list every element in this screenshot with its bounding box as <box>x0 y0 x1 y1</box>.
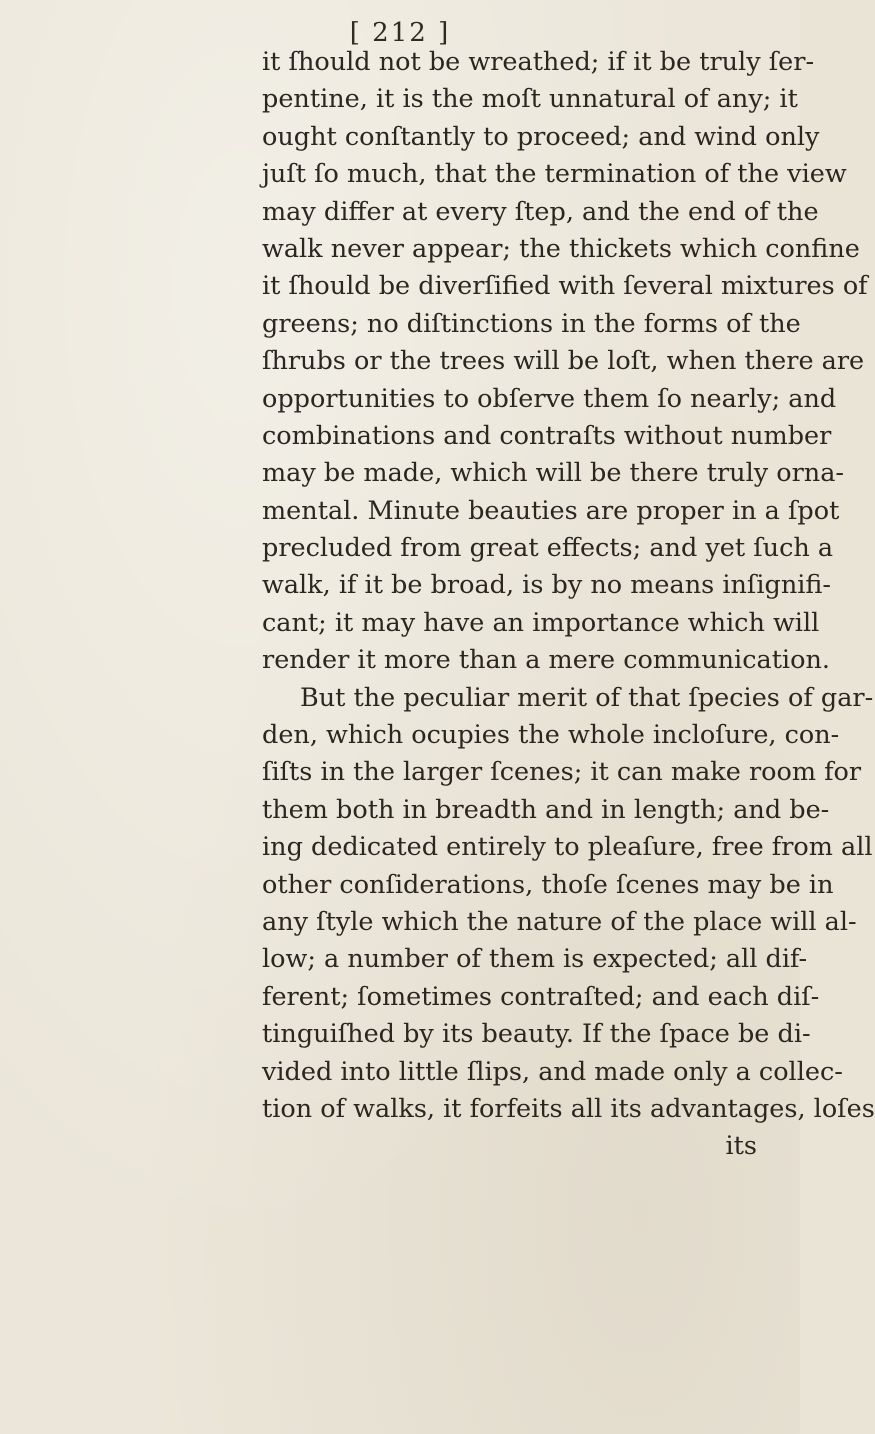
text-line: precluded from great effects; and yet ſuch a <box>262 533 834 564</box>
text-line: may differ at every ſtep, and the end of the <box>262 196 819 227</box>
text-line: ing dedicated entirely to pleaſure, free from all <box>262 832 873 863</box>
text-line: it ſhould not be wreathed; if it be truly ſer- <box>262 47 815 77</box>
body-text <box>262 44 875 1166</box>
text-line: tinguiſhed by its beauty. If the ſpace be di- <box>262 1019 811 1050</box>
paragraph-end-line: render it more than a mere communication. <box>262 645 830 676</box>
text-line: den, which ocupies the whole incloſure, con- <box>262 720 840 751</box>
text-line: ought conſtantly to proceed; and wind only <box>262 121 820 152</box>
text-line: combinations and contraſts without number <box>262 420 832 451</box>
text-line: juſt ſo much, that the termination of the view <box>262 159 847 190</box>
text-line: them both in breadth and in length; and be- <box>262 794 830 825</box>
text-line: walk, if it be broad, is by no means inſignifi- <box>262 570 832 601</box>
text-line: vided into little ſlips, and made only a collec- <box>262 1056 843 1087</box>
text-line: may be made, which will be there truly orna- <box>262 458 845 489</box>
text-line: greens; no diſtinctions in the forms of the <box>262 308 801 339</box>
text-line: cant; it may have an importance which will <box>262 607 820 638</box>
text-line: any ſtyle which the nature of the place will al- <box>262 906 857 937</box>
text-line: opportunities to obſerve them ſo nearly; and <box>262 383 837 414</box>
text-line: ferent; ſometimes contraſted; and each diſ- <box>262 981 820 1012</box>
text-line: low; a number of them is expected; all dif- <box>262 944 808 975</box>
text-line: ſiſts in the larger ſcenes; it can make room for <box>262 757 862 788</box>
text-line: pentine, it is the moſt unnatural of any; it <box>262 84 798 115</box>
paragraph-start-line: But the peculiar merit of that ſpecies of gar- <box>300 682 874 713</box>
text-line: ſhrubs or the trees will be loſt, when there are <box>262 346 865 377</box>
text-line: mental. Minute beauties are proper in a ſpot <box>262 495 840 526</box>
text-line: tion of walks, it forfeits all its advantages, loſes <box>262 1093 875 1124</box>
page-number: [ 212 ] <box>349 18 451 48</box>
text-line: walk never appear; the thickets which confine <box>262 233 860 264</box>
catchword: its <box>725 1131 757 1162</box>
text-line: it ſhould be diverſified with ſeveral mixtures of <box>262 271 868 302</box>
text-line: other conſiderations, thoſe ſcenes may be in <box>262 869 834 900</box>
